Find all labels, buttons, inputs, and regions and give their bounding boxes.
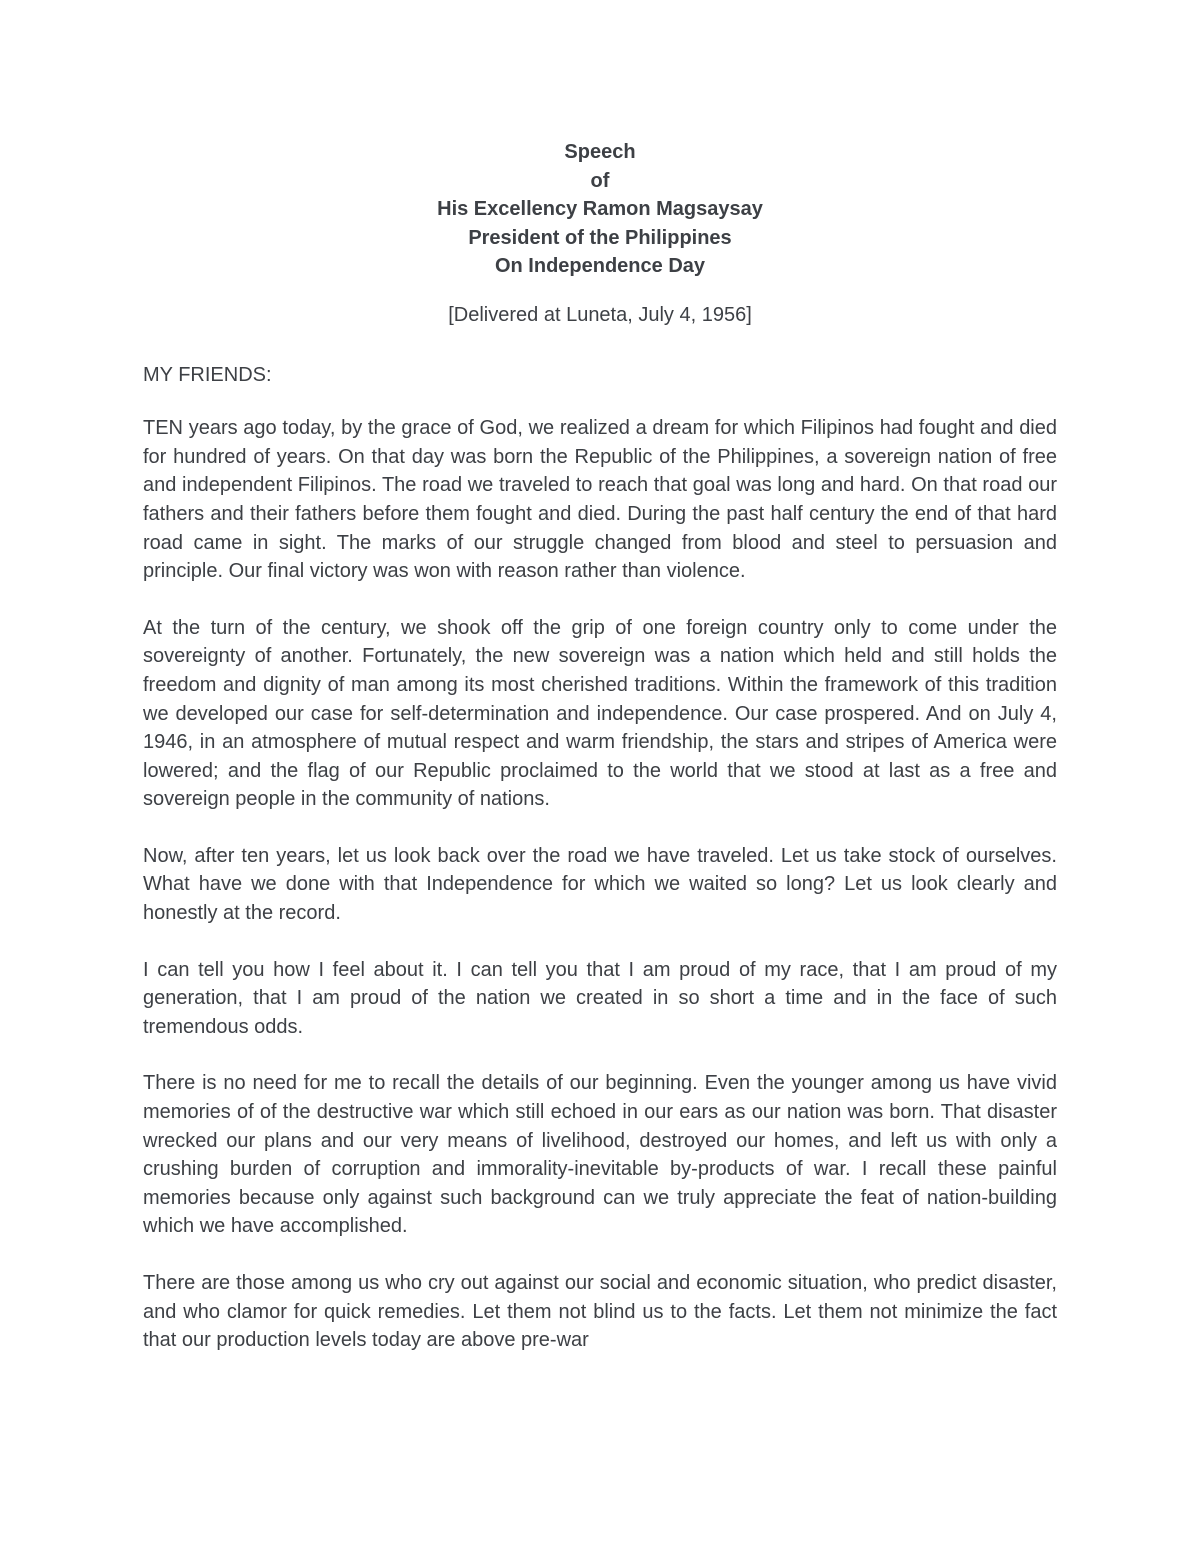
paragraph-4: I can tell you how I feel about it. I can tell you that I am proud of my race, that I am proud of my generation, that I am proud of the nation we created in so short a time and in the face of such tremendous odds. bbox=[143, 958, 1057, 1038]
delivery-note: [Delivered at Luneta, July 4, 1956] bbox=[448, 303, 752, 326]
paragraph-1: TEN years ago today, by the grace of God, we realized a dream for which Filipinos had fought and died for hundred of years. On that day was born the Republic of the Philippines, a sovereign nation of free and independent Filipinos. The road we traveled to reach that goal was long and hard. On that road our fathers and their fathers before them fought and died. During the past half century the end of that hard road came in sight. The marks of our struggle changed from blood and steel to persuasion and principle. Our final victory was won with reason rather than violence. bbox=[143, 417, 1057, 583]
title-line-of: of bbox=[590, 169, 610, 192]
document-title-block bbox=[143, 138, 1057, 281]
title-line-author: His Excellency Ramon Magsaysay bbox=[437, 198, 763, 221]
title-line-occasion: On Independence Day bbox=[494, 255, 706, 278]
paragraph-6: There are those among us who cry out against our social and economic situation, who predict disaster, and who clamor for quick remedies. Let them not blind us to the facts. Let them not minimize the fact that our production levels today are above pre-war bbox=[143, 1272, 1057, 1352]
paragraph-3: Now, after ten years, let us look back over the road we have traveled. Let us take stock of ourselves. What have we done with that Independence for which we waited so long? Let us look clearly and honestly at the record. bbox=[143, 844, 1057, 925]
title-line-role: President of the Philippines bbox=[468, 226, 732, 249]
paragraph-5: There is no need for me to recall the details of our beginning. Even the younger among us have vivid memories of of the destructive war which still echoed in our ears as our nation was born. That disaster wrecked our plans and our very means of livelihood, destroyed our homes, and left us with only a crushing burden of corruption and immorality-inevitable by-products of war. I recall these painful memories because only against such background can we truly appreciate the feat of nation-building which we have accomplished. bbox=[143, 1072, 1057, 1238]
paragraph-2: At the turn of the century, we shook off the grip of one foreign country only to come under the sovereignty of another. Fortunately, the new sovereign was a nation which held and still holds the freedom and dignity of man among its most cherished traditions. Within the framework of this tradition we developed our case for self-determination and independence. Our case prospered. And on July 4, 1946, in an atmosphere of mutual respect and warm friendship, the stars and stripes of America were lowered; and the flag of our Republic proclaimed to the world that we stood at last as a free and sovereign people in the community of nations. bbox=[143, 616, 1057, 811]
title-line-speech: Speech bbox=[564, 141, 636, 163]
salutation: MY FRIENDS: bbox=[143, 363, 272, 386]
